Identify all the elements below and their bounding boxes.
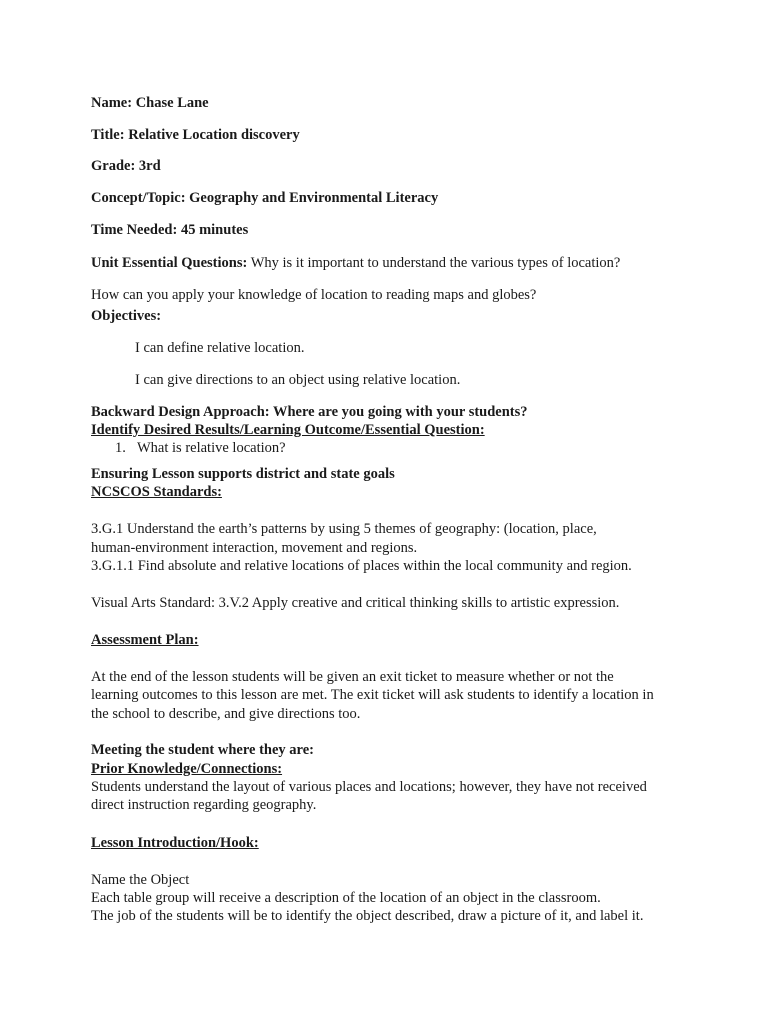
assessment-plan-heading: Assessment Plan: [91,632,199,648]
visual-arts-standard: Visual Arts Standard: 3.V.2 Apply creative and critical thinking skills to artistic expression. [91,595,620,611]
name-label: Name: [91,95,133,111]
concept-line [91,189,438,207]
intro-line: The job of the students will be to identify the object described, draw a picture of it, and label it. [91,908,644,924]
essential-question-1: Why is it important to understand the various types of location? [250,255,621,271]
objective-item: I can give directions to an object using relative location. [135,372,461,388]
concept-value: Geography and Environmental Literacy [189,190,439,206]
prior-knowledge-heading: Prior Knowledge/Connections: [91,761,283,777]
time-line [91,221,248,239]
desired-results-heading: Identify Desired Results/Learning Outcome/Essential Question: [91,422,485,438]
list-number: 1. [115,440,126,456]
list-item: What is relative location? [137,440,286,456]
essential-question-2: How can you apply your knowledge of location to reading maps and globes? [91,287,537,303]
prior-knowledge-line: direct instruction regarding geography. [91,797,317,813]
name-line [91,94,209,112]
prior-knowledge-line: Students understand the layout of various places and locations; however, they have not received [91,779,647,795]
assessment-text-line: the school to describe, and give directions too. [91,706,361,722]
lesson-introduction-heading: Lesson Introduction/Hook: [91,835,259,851]
time-label: Time Needed: [91,222,178,238]
time-value: 45 minutes [180,222,249,238]
assessment-text-line: At the end of the lesson students will be given an exit ticket to measure whether or not the [91,669,614,685]
essential-questions-label: Unit Essential Questions: [91,255,248,271]
meeting-students-heading: Meeting the student where they are: [91,742,314,758]
concept-label: Concept/Topic: [91,190,186,206]
objectives-heading: Objectives: [91,308,162,324]
grade-value: 3rd [138,158,161,174]
grade-label: Grade: [91,158,136,174]
backward-design-heading: Backward Design Approach: Where are you going with your students? [91,404,528,420]
assessment-text-line: learning outcomes to this lesson are met. The exit ticket will ask students to identify a location in [91,687,654,703]
name-value: Chase Lane [135,95,209,111]
standard-line: 3.G.1.1 Find absolute and relative locations of places within the local community and region. [91,558,632,574]
intro-line: Each table group will receive a description of the location of an object in the classroom. [91,890,601,906]
essential-questions-line [91,254,620,272]
district-goals-heading: Ensuring Lesson supports district and state goals [91,466,395,482]
title-value: Relative Location discovery [128,127,300,143]
intro-line: Name the Object [91,872,190,888]
title-label: Title: [91,127,125,143]
standard-line: 3.G.1 Understand the earth’s patterns by using 5 themes of geography: (location, place, [91,521,597,537]
standard-line: human-environment interaction, movement and regions. [91,540,418,556]
ncscos-standards-heading: NCSCOS Standards: [91,484,222,500]
objective-item: I can define relative location. [135,340,305,356]
title-line [91,126,300,144]
grade-line [91,157,161,175]
